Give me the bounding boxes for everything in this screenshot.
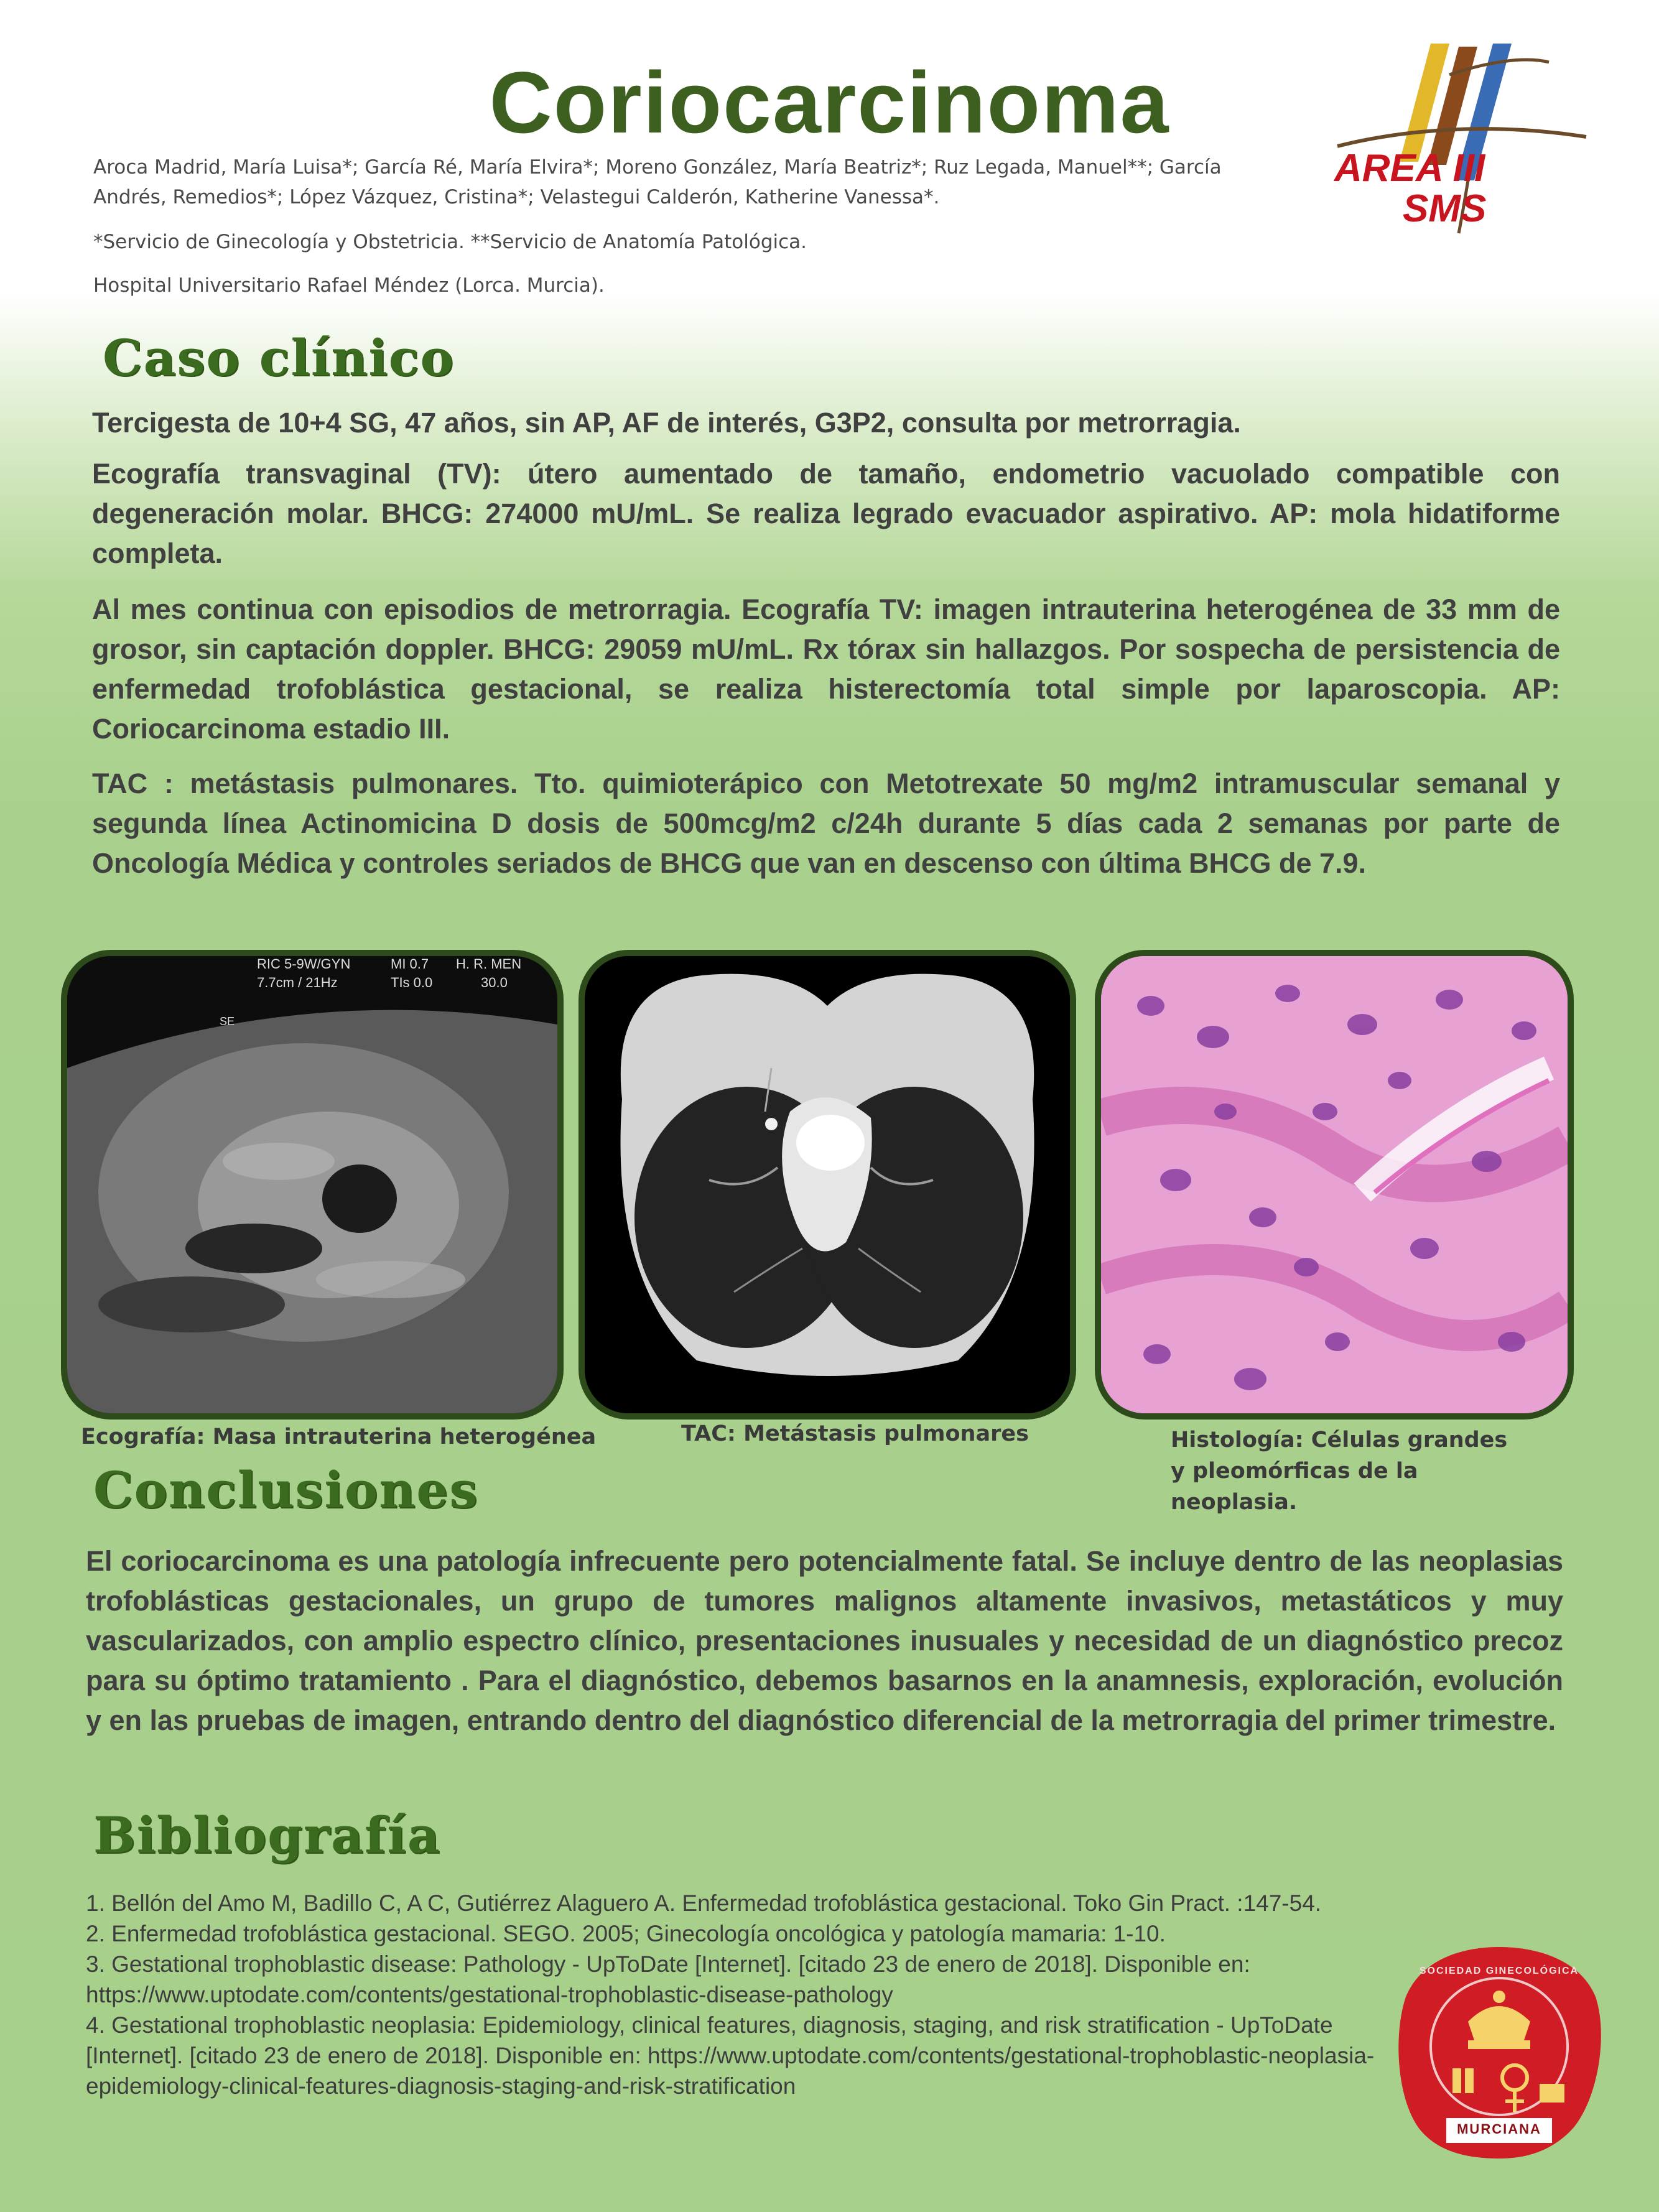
logo-text-sms: SMS [1403, 187, 1487, 230]
section-heading-conclusiones: Conclusiones [93, 1461, 479, 1519]
section-heading-bibliografia: Bibliografía [93, 1806, 441, 1864]
caso-paragraph-3: Al mes continua con episodios de metrorragia. Ecografía TV: imagen intrauterina heterogénea de 33 mm de grosor, sin captación doppler. BHCG: 29059 mU/mL. Rx tórax sin hallazgos. Por sospecha de persistencia de enfermedad trofoblástica gestacional, se realiza histerectomía total simple por laparoscopia. AP: Coriocarcinoma estadio III. [92, 593, 1560, 745]
section-heading-caso: Caso clínico [103, 328, 455, 387]
bibliography-item: 1. Bellón del Amo M, Badillo C, A C, Gutiérrez Alaguero A. Enfermedad trofoblástica gestacional. Toko Gin Pract. :147-54. [86, 1890, 1322, 1916]
us-overlay-mi: MI 0.7 [391, 956, 429, 972]
hospital: Hospital Universitario Rafael Méndez (Lorca. Murcia). [93, 274, 605, 297]
caso-paragraph-1: Tercigesta de 10+4 SG, 47 años, sin AP, AF de interés, G3P2, consulta por metrorragia. [92, 407, 1241, 439]
caso-paragraph-4: TAC : metástasis pulmonares. Tto. quimioterápico con Metotrexate 50 mg/m2 intramuscular semanal y segunda línea Actinomicina D dosis de 500mcg/m2 c/24h durante 5 días cada 2 semanas por parte de Oncología Médica y controles seriados de BHCG que van en descenso con última BHCG de 7.9. [92, 768, 1560, 879]
area-iii-sms-logo [1325, 37, 1599, 236]
us-overlay-preset: RIC 5-9W/GYN [257, 956, 351, 972]
us-overlay-depth: 7.7cm / 21Hz [257, 975, 338, 990]
authors: Aroca Madrid, María Luisa*; García Ré, María Elvira*; Moreno González, María Beatriz*; Ruz Legada, Manuel**; García Andrés, Remedios*; López Vázquez, Cristina*; Velastegui Calderón, Katherine Vanessa*. [93, 156, 1222, 208]
sociedad-ginecologica-seal [1393, 1941, 1605, 2165]
ct-scan-image [579, 950, 1076, 1420]
logo-text-area: AREA III [1334, 147, 1485, 190]
bibliography-item: 2. Enfermedad trofoblástica gestacional. SEGO. 2005; Ginecología oncológica y patología mamaria: 1-10. [86, 1921, 1166, 1946]
us-overlay-value: 30.0 [481, 975, 508, 990]
seal-text-sociedad: SOCIEDAD GINECOLÓGICA [1419, 1966, 1579, 1976]
conclusiones-text: El coriocarcinoma es una patología infrecuente pero potencialmente fatal. Se incluye dentro de las neoplasias trofoblásticas gestacionales, un grupo de tumores malignos altamente invasivos, metastáticos y muy vascularizados, con amplio espectro clínico, presentaciones inusuales y necesidad de un diagnóstico precoz para su óptimo tratamiento . Para el diagnóstico, debemos basarnos en la anamnesis, exploración, evolución y en las pruebas de imagen, entrando dentro del diagnóstico diferencial de la metrorragia del primer trimestre. [86, 1545, 1563, 1736]
histology-image [1095, 950, 1574, 1420]
seal-text-murciana: MURCIANA [1457, 2121, 1541, 2137]
services: *Servicio de Ginecología y Obstetricia. **Servicio de Anatomía Patológica. [93, 231, 807, 253]
poster-title: Coriocarcinoma [489, 53, 1170, 151]
caso-paragraph-2: Ecografía transvaginal (TV): útero aumentado de tamaño, endometrio vacuolado compatible con degeneración molar. BHCG: 274000 mU/mL. Se realiza legrado evacuador aspirativo. AP: mola hidatiforme completa. [92, 458, 1560, 569]
ultrasound-image [61, 950, 564, 1420]
us-overlay-se: SE [220, 1015, 235, 1028]
caption-tac: TAC: Metástasis pulmonares [681, 1421, 1029, 1446]
caption-ecografia: Ecografía: Masa intrauterina heterogénea [81, 1424, 597, 1449]
us-overlay-hospital: H. R. MEN [456, 956, 522, 972]
bibliography-list [86, 1888, 1380, 2101]
bibliography-item: 3. Gestational trophoblastic disease: Pathology - UpToDate [Internet]. [citado 23 de enero de 2018]. Disponible en: https://www.uptodate.com/contents/gestational-trophoblastic-disease-pathology [86, 1951, 1250, 2007]
us-overlay-tis: TIs 0.0 [391, 975, 433, 990]
bibliography-item: 4. Gestational trophoblastic neoplasia: Epidemiology, clinical features, diagnosis, staging, and risk stratification - UpToDate [Internet]. [citado 23 de enero de 2018]. Disponible en: https://www.uptodate.com/contents/gestational-trophoblastic-neoplasia-epidemiology-clinical-features-diagnosis-staging-and-risk-stratification [86, 2012, 1375, 2099]
caption-histologia: Histología: Células grandes y pleomórficas de la neoplasia. [1171, 1428, 1508, 1515]
